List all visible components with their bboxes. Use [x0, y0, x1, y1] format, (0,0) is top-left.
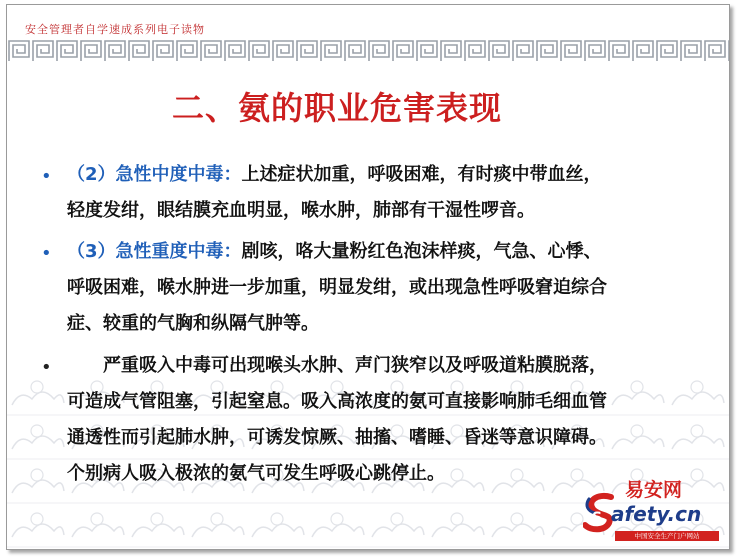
bullet-lead: （2）急性中度中毒： — [67, 164, 242, 185]
slide-title: 二、氨的职业危害表现 — [171, 89, 502, 127]
bullet-line: （3）急性重度中毒：剧咳，咯大量粉红色泡沫样痰，气急、心悸、 — [67, 241, 602, 262]
logo-tagline: 中国安全生产门户网站 — [615, 531, 719, 541]
bullet-line: 通透性而引起肺水肿，可诱发惊厥、抽搐、嗜睡、昏迷等意识障碍。 — [67, 427, 607, 448]
safety-cn-logo — [583, 473, 725, 547]
bullet-moderate-poisoning — [67, 157, 699, 229]
bullet-line: （2）急性中度中毒：上述症状加重，呼吸困难，有时痰中带血丝， — [67, 164, 602, 185]
bullet-line: 严重吸入中毒可出现喉头水肿、声门狭窄以及呼吸道粘膜脱落， — [67, 355, 607, 376]
bullet-line: 可造成气管阻塞，引起窒息。吸入高浓度的氨可直接影响肺毛细血管 — [67, 391, 607, 412]
bullet-line: 症、较重的气胸和纵隔气肿等。 — [67, 313, 319, 334]
bullet-severe-inhalation — [67, 348, 699, 492]
bullet-severe-poisoning — [67, 234, 699, 342]
bullet-line: 呼吸困难，喉水肿进一步加重，明显发绀，或出现急性呼吸窘迫综合 — [67, 277, 607, 298]
slide: 安全管理者自学速成系列电子读物 二、氨的职业危害表现 • （2）急性中度中毒：上述症状加重，呼吸困难，有时痰中带血丝， 轻度发绀，眼结膜充血明显，喉水肿，肺部有干湿性啰音。 • （3）急性重度中毒：剧咳，咯大量粉红色泡沫样痰，气急、心悸、 呼吸困难，喉水肿进一步加重，明显发绀，或出现急性呼吸窘迫综合 症、较重的气胸和纵隔气肿等。 • 严重吸入中毒可出现喉头水肿、声门狭窄以及呼吸道粘膜脱落， 可造成气管阻塞，引起窒息。吸入高浓度的氨可直接影响肺毛细血管 通透性而引起肺水肿，可诱发惊厥、抽搐、嗜睡、昏迷等意识障碍。 个别病人吸入极浓的氨气可发生呼吸心跳停止。 S 易安网 afety.cn 中国安全生产门户网站 — [6, 4, 730, 550]
logo-domain: afety.cn — [611, 502, 702, 526]
series-title: 安全管理者自学速成系列电子读物 — [25, 23, 205, 36]
logo-cn-name: 易安网 — [625, 479, 683, 501]
svg-text:S: S — [592, 510, 603, 526]
bullet-lead: （3）急性重度中毒： — [67, 241, 242, 262]
bullet-line: 轻度发绀，眼结膜充血明显，喉水肿，肺部有干湿性啰音。 — [67, 200, 535, 221]
fret-border-decoration — [7, 37, 729, 65]
bullet-line: 个别病人吸入极浓的氨气可发生呼吸心跳停止。 — [67, 463, 445, 484]
